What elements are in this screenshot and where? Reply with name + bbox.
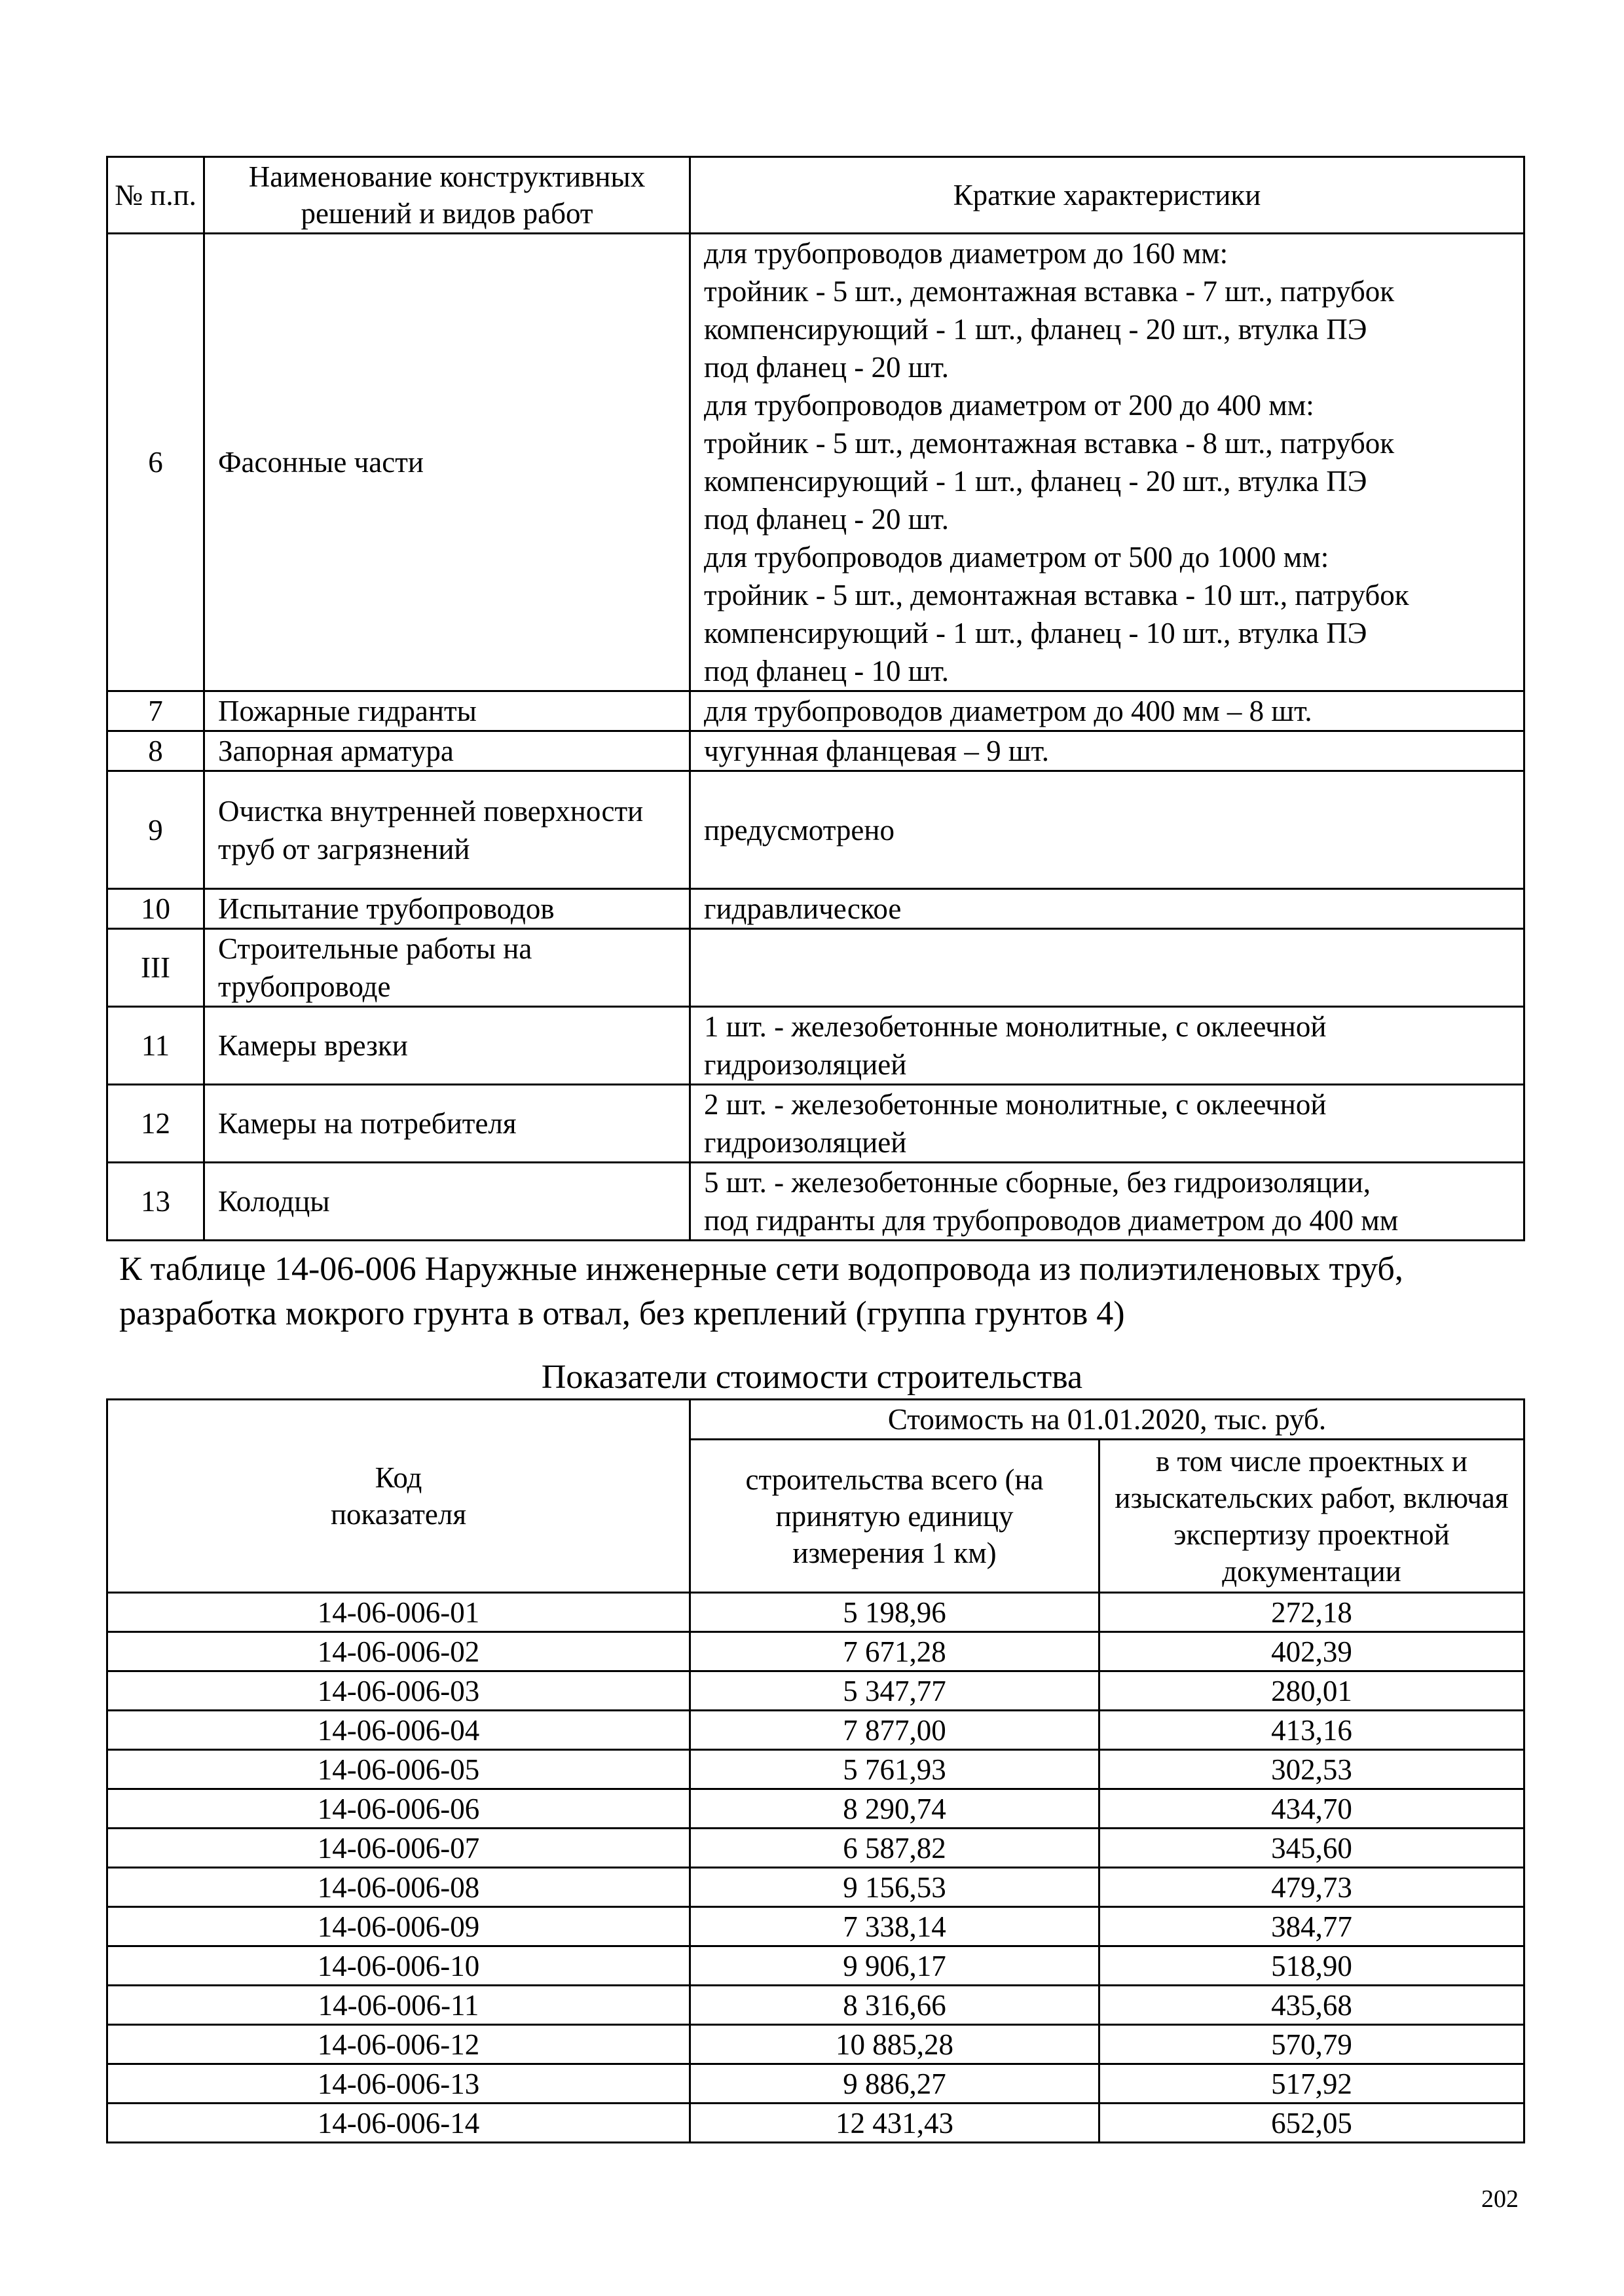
row-number: 10 [107, 889, 204, 929]
description-line: для трубопроводов диаметром до 400 мм – 8 шт. [704, 695, 1312, 727]
header-num: № п.п. [107, 157, 204, 234]
row-number: 13 [107, 1163, 204, 1241]
description-line: компенсирующий - 1 шт., фланец - 10 шт., втулка ПЭ [704, 617, 1367, 649]
constructive-solutions-table [106, 156, 1525, 1241]
table-row [107, 691, 1524, 731]
description-line: компенсирующий - 1 шт., фланец - 20 шт., втулка ПЭ [704, 465, 1367, 498]
indicator-code: 14-06-006-14 [107, 2104, 690, 2143]
total-cost: 5 347,77 [690, 1671, 1099, 1711]
cost-table-title: Показатели стоимости строительства [541, 1358, 1083, 1396]
description-line: предусмотрено [704, 813, 895, 847]
row-name: Колодцы [204, 1163, 690, 1241]
table-row [107, 234, 1524, 691]
row-number: III [107, 929, 204, 1007]
row-name: Фасонные части [204, 234, 690, 691]
design-cost: 479,73 [1099, 1868, 1524, 1907]
indicator-code: 14-06-006-12 [107, 2025, 690, 2064]
total-cost: 6 587,82 [690, 1829, 1099, 1868]
description-line: под гидранты для трубопроводов диаметром до 400 мм [704, 1204, 1399, 1237]
indicator-code: 14-06-006-01 [107, 1593, 690, 1632]
row-number: 6 [107, 234, 204, 691]
total-cost: 7 877,00 [690, 1711, 1099, 1750]
total-cost: 9 886,27 [690, 2064, 1099, 2104]
table-row [107, 1868, 1524, 1907]
description-line: тройник - 5 шт., демонтажная вставка - 8 шт., патрубок [704, 427, 1395, 460]
total-cost: 12 431,43 [690, 2104, 1099, 2143]
row-number: 7 [107, 691, 204, 731]
design-cost: 434,70 [1099, 1789, 1524, 1829]
description-line: 5 шт. - железобетонные сборные, без гидроизоляции, [704, 1166, 1371, 1199]
description-line [704, 949, 1510, 987]
indicator-code: 14-06-006-04 [107, 1711, 690, 1750]
table-row [107, 2025, 1524, 2064]
row-description [690, 929, 1524, 1007]
header-name: Наименование конструктивных решений и видов работ [204, 157, 690, 234]
description-line: компенсирующий - 1 шт., фланец - 20 шт., втулка ПЭ [704, 313, 1367, 346]
total-cost: 10 885,28 [690, 2025, 1099, 2064]
description-line: тройник - 5 шт., демонтажная вставка - 7 шт., патрубок [704, 275, 1395, 308]
row-description [690, 771, 1524, 889]
indicator-code: 14-06-006-08 [107, 1868, 690, 1907]
indicator-code: 14-06-006-06 [107, 1789, 690, 1829]
design-cost: 272,18 [1099, 1593, 1524, 1632]
total-cost: 7 338,14 [690, 1907, 1099, 1946]
total-cost: 7 671,28 [690, 1632, 1099, 1671]
header-design-cost: в том числе проектных и изыскательских работ, включая экспертизу проектной документации [1099, 1440, 1524, 1593]
row-number: 8 [107, 731, 204, 771]
indicator-code: 14-06-006-02 [107, 1632, 690, 1671]
table-row [107, 1907, 1524, 1946]
row-description [690, 1007, 1524, 1085]
row-number: 11 [107, 1007, 204, 1085]
row-name: Очистка внутренней поверхности труб от загрязнений [204, 771, 690, 889]
total-cost: 9 906,17 [690, 1946, 1099, 1986]
description-line: 1 шт. - железобетонные монолитные, с оклеечной [704, 1010, 1327, 1043]
row-description [690, 691, 1524, 731]
design-cost: 517,92 [1099, 2064, 1524, 2104]
table-row [107, 731, 1524, 771]
design-cost: 435,68 [1099, 1986, 1524, 2025]
row-description [690, 889, 1524, 929]
design-cost: 652,05 [1099, 2104, 1524, 2143]
design-cost: 345,60 [1099, 1829, 1524, 1868]
design-cost: 302,53 [1099, 1750, 1524, 1789]
row-description [690, 234, 1524, 691]
description-line: для трубопроводов диаметром до 160 мм: [704, 237, 1228, 270]
total-cost: 9 156,53 [690, 1868, 1099, 1907]
table-row [107, 889, 1524, 929]
design-cost: 280,01 [1099, 1671, 1524, 1711]
row-name: Испытание трубопроводов [204, 889, 690, 929]
indicator-code: 14-06-006-05 [107, 1750, 690, 1789]
description-line: чугунная фланцевая – 9 шт. [704, 735, 1050, 767]
description-line: тройник - 5 шт., демонтажная вставка - 10 шт., патрубок [704, 579, 1409, 611]
table-caption-heading: К таблице 14-06-006 Наружные инженерные сети водопровода из полиэтиленовых труб, разработка мокрого грунта в отвал, без креплений (группа грунтов 4) [119, 1250, 1403, 1332]
row-number: 12 [107, 1085, 204, 1163]
design-cost: 518,90 [1099, 1946, 1524, 1986]
table-row [107, 1007, 1524, 1085]
description-line: для трубопроводов диаметром от 200 до 400 мм: [704, 389, 1314, 422]
table-row [107, 1163, 1524, 1241]
description-line: для трубопроводов диаметром от 500 до 1000 мм: [704, 541, 1329, 574]
page-number: 202 [1481, 2185, 1519, 2213]
design-cost: 570,79 [1099, 2025, 1524, 2064]
table-row [107, 929, 1524, 1007]
total-cost: 5 198,96 [690, 1593, 1099, 1632]
table-row [107, 1750, 1524, 1789]
design-cost: 413,16 [1099, 1711, 1524, 1750]
row-name: Камеры на потребителя [204, 1085, 690, 1163]
indicator-code: 14-06-006-11 [107, 1986, 690, 2025]
table-row [107, 771, 1524, 889]
table-row [107, 1986, 1524, 2025]
indicator-code: 14-06-006-10 [107, 1946, 690, 1986]
table-row [107, 1671, 1524, 1711]
table-row [107, 1632, 1524, 1671]
header-total-cost: строительства всего (на принятую единицу измерения 1 км) [690, 1440, 1099, 1593]
table-row [107, 1593, 1524, 1632]
total-cost: 5 761,93 [690, 1750, 1099, 1789]
total-cost: 8 290,74 [690, 1789, 1099, 1829]
indicator-code: 14-06-006-07 [107, 1829, 690, 1868]
design-cost: 402,39 [1099, 1632, 1524, 1671]
table-row [107, 2104, 1524, 2143]
header-cost-group: Стоимость на 01.01.2020, тыс. руб. [690, 1400, 1524, 1440]
row-description [690, 1085, 1524, 1163]
table-row [107, 1946, 1524, 1986]
total-cost: 8 316,66 [690, 1986, 1099, 2025]
table-row [107, 1829, 1524, 1868]
header-code: Код показателя [107, 1400, 690, 1593]
table-row [107, 1789, 1524, 1829]
description-line: под фланец - 20 шт. [704, 351, 949, 384]
row-name: Запорная арматура [204, 731, 690, 771]
row-description [690, 1163, 1524, 1241]
description-line: гидроизоляцией [704, 1126, 907, 1159]
row-name: Камеры врезки [204, 1007, 690, 1085]
row-description [690, 731, 1524, 771]
design-cost: 384,77 [1099, 1907, 1524, 1946]
indicator-code: 14-06-006-13 [107, 2064, 690, 2104]
indicator-code: 14-06-006-03 [107, 1671, 690, 1711]
description-line: гидроизоляцией [704, 1048, 907, 1081]
indicator-code: 14-06-006-09 [107, 1907, 690, 1946]
row-name: Пожарные гидранты [204, 691, 690, 731]
table-row [107, 1711, 1524, 1750]
description-line: под фланец - 10 шт. [704, 655, 949, 687]
cost-indicators-table [106, 1398, 1525, 2143]
row-name: Строительные работы на трубопроводе [204, 929, 690, 1007]
description-line: 2 шт. - железобетонные монолитные, с оклеечной [704, 1088, 1327, 1121]
description-line: под фланец - 20 шт. [704, 503, 949, 536]
row-number: 9 [107, 771, 204, 889]
table-row [107, 1085, 1524, 1163]
table-row [107, 2064, 1524, 2104]
description-line: гидравлическое [704, 892, 902, 925]
header-desc: Краткие характеристики [690, 157, 1524, 234]
